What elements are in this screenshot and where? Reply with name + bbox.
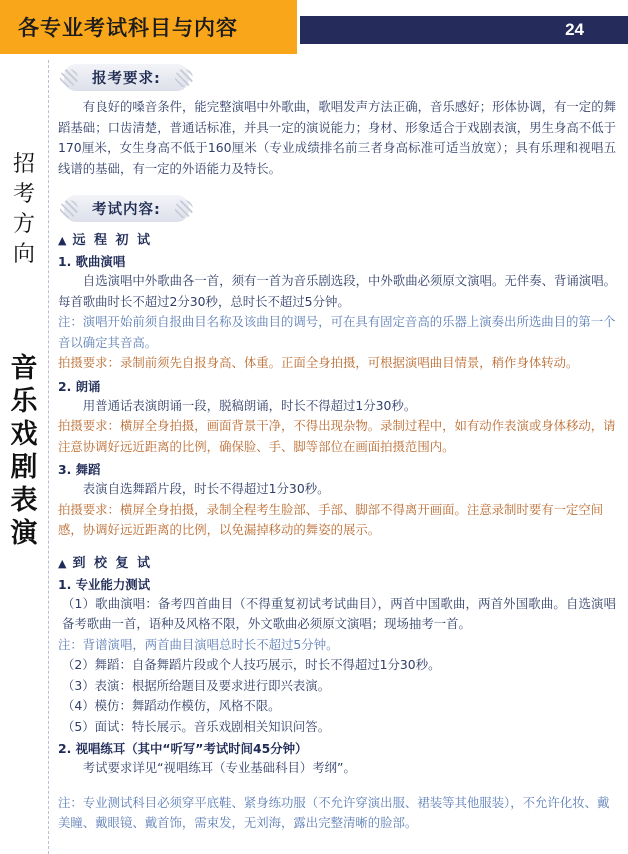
triangle-icon: ▲ xyxy=(58,234,69,247)
remote-section-title: ▲ 远 程 初 试 xyxy=(58,233,153,248)
singing-note: 注：演唱开始前须自报曲目名称及该曲目的调号，可在具有固定音高的乐器上演奏出所选曲目的第一个音以确定其音高。 xyxy=(58,314,616,350)
solfege-title: 2. 视唱练耳（其中“听写”考试时间45分钟） xyxy=(58,741,308,756)
dance-text: 表演自选舞蹈片段，时长不得超过1分30秒。 xyxy=(82,481,330,496)
dance-title: 3. 舞蹈 xyxy=(58,462,101,477)
exam-heading: 考试内容: xyxy=(64,195,189,222)
sidebar-divider xyxy=(48,60,49,854)
onsite-section-title: ▲ 到 校 复 试 xyxy=(58,555,153,571)
solfege-text: 考试要求详见“视唱练耳（专业基础科目）考纲”。 xyxy=(82,760,356,775)
sidebar-category-label: 招 考 方 向 xyxy=(12,152,35,267)
singing-title: 1. 歌曲演唱 xyxy=(58,254,126,269)
ability-item-4: （4）模仿：舞蹈动作模仿，风格不限。 xyxy=(62,698,281,713)
page-number: 24 xyxy=(565,20,584,39)
ability-note: 注：背谱演唱，两首曲目演唱总时长不超过5分钟。 xyxy=(58,636,339,652)
singing-filming: 拍摄要求：录制前须先自报身高、体重。正面全身拍摄，可根据演唱曲目情景，稍作身体转动。 xyxy=(58,355,579,370)
ability-item-3: （3）表演：根据所给题目及要求进行即兴表演。 xyxy=(62,677,331,693)
triangle-icon: ▲ xyxy=(58,556,69,570)
recitation-text: 用普通话表演朗诵一段，脱稿朗诵，时长不得超过1分30秒。 xyxy=(82,397,417,413)
singing-text: 自选演唱中外歌曲各一首，须有一首为音乐剧选段，中外歌曲必须原文演唱。无伴奏、背诵演唱。每首歌曲时长不超过2分30秒，总时长不超过5分钟。 xyxy=(58,273,616,309)
recitation-filming: 拍摄要求：横屏全身拍摄，画面背景干净，不得出现杂物。录制过程中，如有动作表演或身体移动，请注意协调好远近距离的比例，确保脸、手、脚等部位在画面拍摄范围内。 xyxy=(58,418,616,454)
sidebar-major-label: 音 乐 戏 剧 表 演 xyxy=(10,353,38,549)
header-title-block xyxy=(0,0,300,54)
recitation-title: 2. 朗诵 xyxy=(58,378,101,394)
ability-item-2: （2）舞蹈：自备舞蹈片段或个人技巧展示，时长不得超过1分30秒。 xyxy=(62,657,441,672)
requirements-heading: 报考要求: xyxy=(64,64,189,91)
ability-title: 1. 专业能力测试 xyxy=(58,576,150,592)
main-content xyxy=(58,60,616,834)
dance-filming: 拍摄要求：横屏全身拍摄，录制全程考生脸部、手部、脚部不得离开画面。注意录制时要有一定空间感，协调好远近距离的比例，以免漏掉移动的舞姿的展示。 xyxy=(58,501,604,537)
page-title: 各专业考试科目与内容 xyxy=(18,16,238,40)
ability-item-1: （1）歌曲演唱：备考四首曲目（不得重复初试考试曲目），两首中国歌曲，两首外国歌曲。自选演唱备考歌曲一首，语种及风格不限，外文歌曲必须原文演唱；现场抽考一首。 xyxy=(62,595,616,631)
requirements-text: 有良好的嗓音条件，能完整演唱中外歌曲，歌唱发声方法正确，音乐感好；形体协调，有一定的舞蹈基础；口齿清楚，普通话标准，并具一定的演说能力；身材、形象适合于戏剧表演，男生身高不低于170厘米，女生身高不低于160厘米（专业成绩排名前三者身高标准可适当放宽）；具有乐理和视唱五线谱的基础，有一定的外语能力及特长。 xyxy=(58,99,616,176)
ability-item-5: （5）面试：特长展示。音乐戏剧相关知识问答。 xyxy=(62,718,331,734)
page-header xyxy=(0,0,628,54)
final-note: 注：专业测试科目必须穿平底鞋、紧身练功服（不允许穿演出服、裙装等其他服装），不允许化妆、戴美瞳、戴眼镜、戴首饰，需束发，无刘海，露出完整清晰的脸部。 xyxy=(58,794,610,830)
